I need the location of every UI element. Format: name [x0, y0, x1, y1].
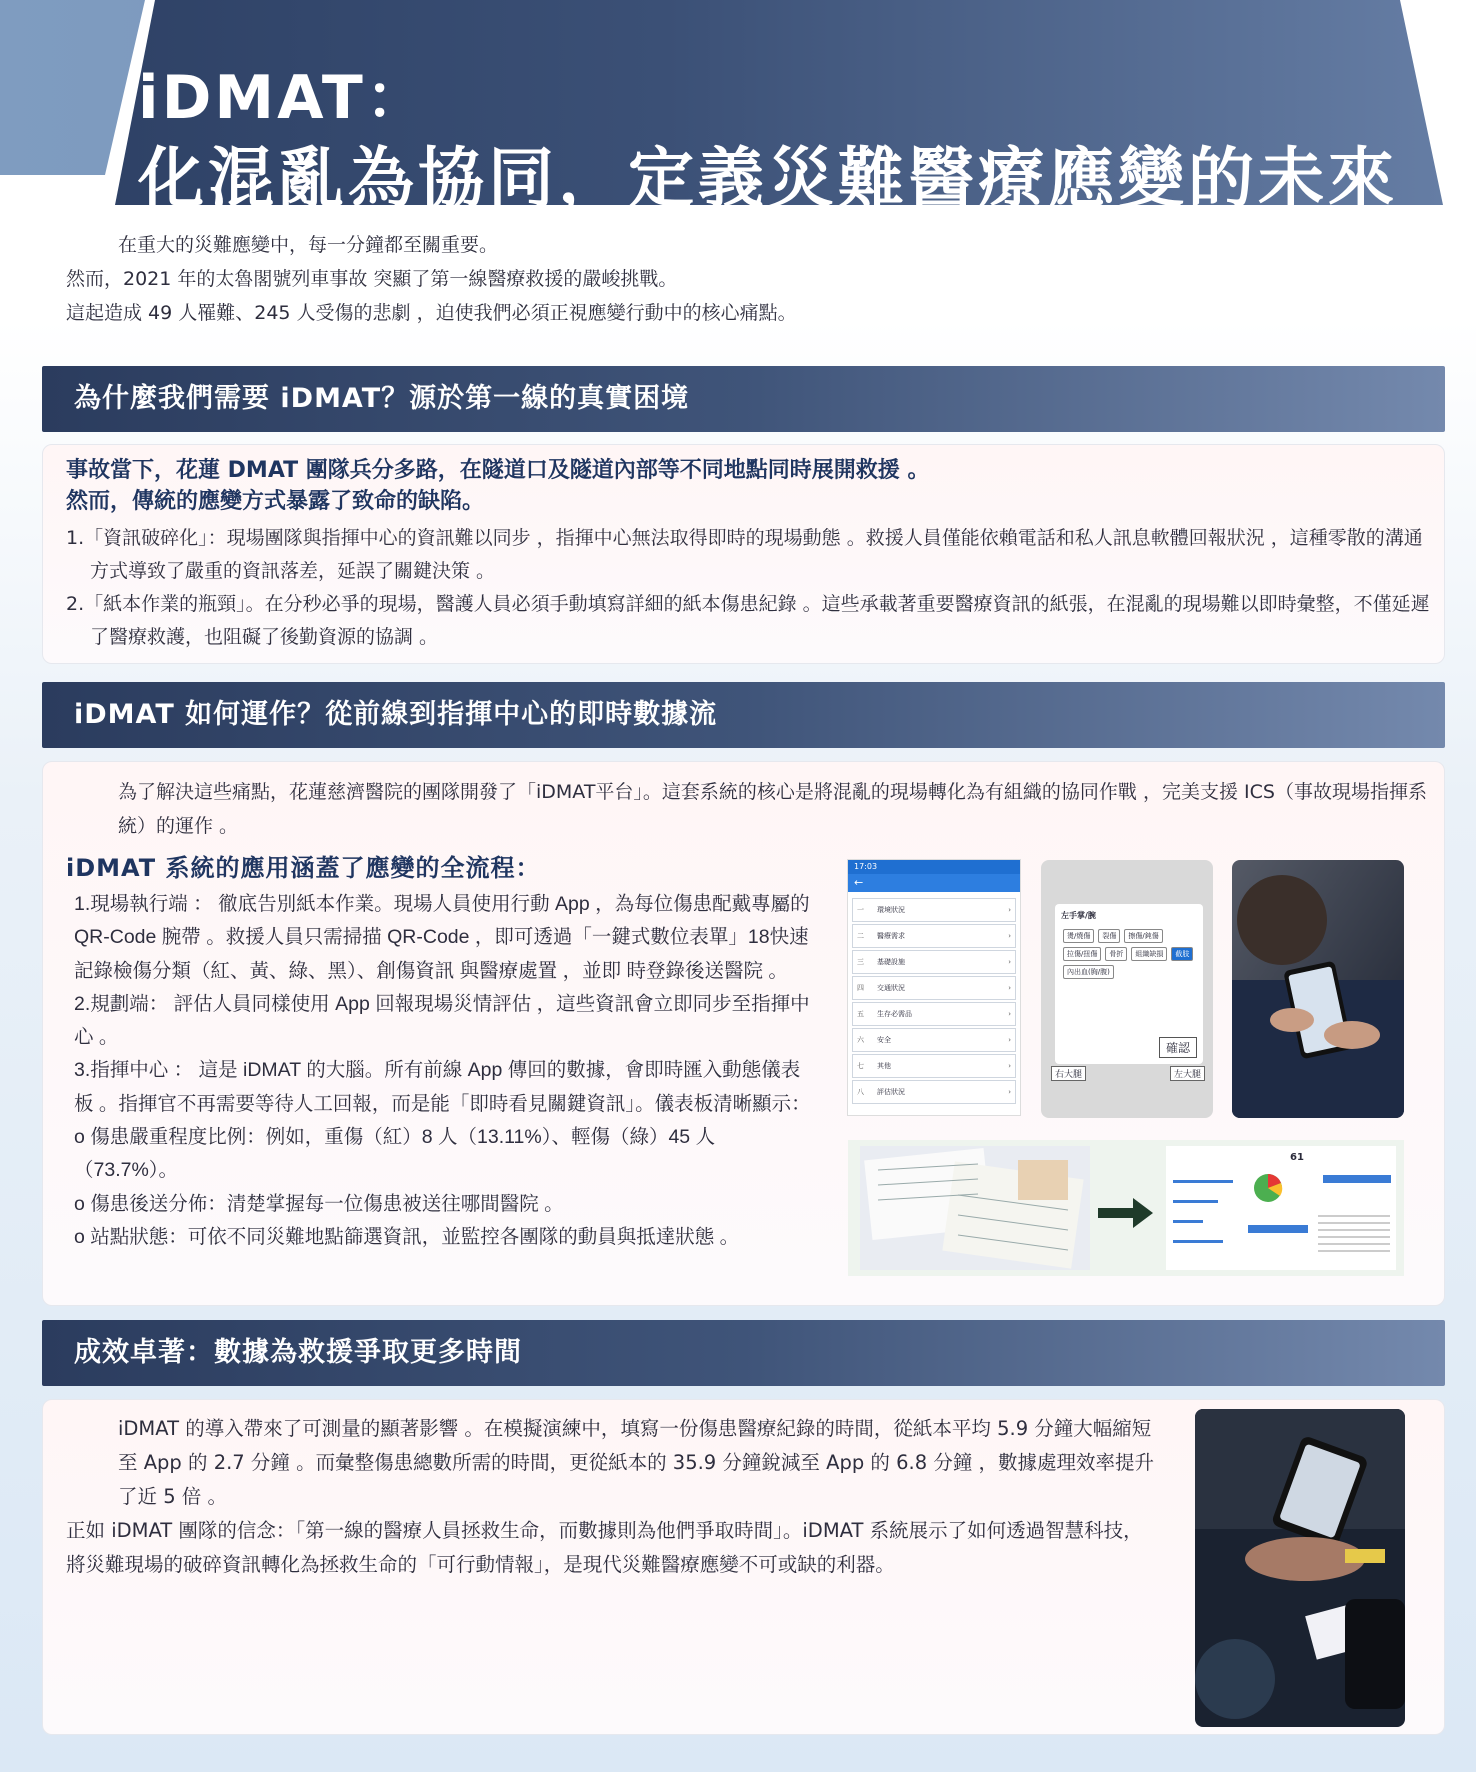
injury-option[interactable]: 裂傷 — [1098, 929, 1120, 943]
list-item: 3.指揮中心 ： 這是 iDMAT 的大腦。所有前線 App 傳回的數據，會即時匯入動態儀表板 。指揮官不再需要等待人工回報，而是能「即時看見關鍵資訊」。儀表板清晰顯示： — [74, 1059, 811, 1115]
dialog-title: 左手掌/腕 — [1061, 911, 1096, 920]
intro-text — [66, 228, 1396, 330]
app-menu-item[interactable] — [852, 1002, 1016, 1026]
photo-wristband-scan — [1195, 1409, 1405, 1727]
menu-item-number: 三 — [857, 958, 864, 966]
section-heading-results: 成效卓著：數據為救援爭取更多時間 — [42, 1320, 1445, 1386]
pain-points-list — [66, 522, 1436, 654]
headline-line: 然而，傳統的應變方式暴露了致命的缺陷。 — [66, 489, 485, 514]
back-arrow-icon[interactable]: ← — [854, 876, 864, 889]
menu-item-number: 六 — [857, 1036, 864, 1044]
list-item: 1.現場執行端 ： 徹底告別紙本作業。現場人員使用行動 App ，為每位傷患配戴專屬的 QR-Code 腕帶 。救援人員只需掃描 QR-Code ，即可透過「一鍵式數位表單」18快速記錄檢傷分類（紅、黃、綠、黑）、創傷資訊 與醫療處置 ，並即 時登錄後送醫院 。 — [74, 893, 810, 982]
menu-item-number: 五 — [857, 1010, 864, 1018]
injury-option[interactable]: 燙/燒傷 — [1063, 929, 1094, 943]
list-item: o 站點狀態：可依不同災難地點篩選資訊，並監控各團隊的動員與抵達狀態 。 — [74, 1225, 740, 1248]
headline-line: 事故當下，花蓮 DMAT 團隊兵分多路，在隧道口及隧道內部等不同地點同時展開救援 。 — [66, 458, 930, 483]
menu-item-label: 評估狀況 — [877, 1088, 905, 1096]
menu-item-label: 生存必需品 — [877, 1010, 912, 1018]
app-menu-item[interactable] — [852, 1028, 1016, 1052]
confirm-button[interactable]: 確認 — [1159, 1037, 1197, 1058]
menu-item-label: 安全 — [877, 1036, 891, 1044]
injury-options — [1061, 927, 1197, 981]
status-bar: 17:03 — [848, 860, 1020, 874]
intro-line: 然而，2021 年的太魯閣號列車事故 突顯了第一線醫療救援的嚴峻挑戰。 — [66, 268, 678, 290]
app-toolbar — [848, 874, 1020, 892]
paper-vs-dashboard-graphic — [848, 1140, 1404, 1276]
workflow-list — [74, 888, 814, 1254]
app-menu-item[interactable] — [852, 1080, 1016, 1104]
section1-headline — [66, 455, 929, 517]
intro-line: 這起造成 49 人罹難、245 人受傷的悲劇 ，迫使我們必須正視應變行動中的核心痛點。 — [66, 302, 797, 324]
list-item: 2.規劃端： 評估人員同樣使用 App 回報現場災情評估 ，這些資訊會立即同步至指揮中心 。 — [74, 992, 810, 1049]
menu-item-number: 二 — [857, 932, 864, 940]
body-chart-screenshot — [1041, 860, 1213, 1118]
chevron-right-icon: › — [1008, 906, 1011, 914]
menu-item-number: 四 — [857, 984, 864, 992]
section-heading-why: 為什麼我們需要 iDMAT？源於第一線的真實困境 — [42, 366, 1445, 432]
section2-intro: 為了解決這些痛點，花蓮慈濟醫院的團隊開發了「iDMAT平台」。這套系統的核心是將混亂的現場轉化為有組織的協同作戰 ，完美支援 ICS（事故現場指揮系統）的運作 。 — [118, 781, 1427, 837]
menu-item-number: 一 — [857, 906, 864, 914]
section2-subtitle: iDMAT 系統的應用涵蓋了應變的全流程： — [66, 854, 541, 882]
injury-option[interactable]: 組織缺損 — [1131, 947, 1167, 961]
chevron-right-icon: › — [1008, 1088, 1011, 1096]
app-menu-item[interactable] — [852, 950, 1016, 974]
app-screenshot — [848, 860, 1020, 1115]
list-item: o 傷患後送分佈：清楚掌握每一位傷患被送往哪間醫院 。 — [74, 1192, 564, 1215]
page-title: iDMAT： — [138, 63, 429, 133]
list-item: o 傷患嚴重程度比例：例如，重傷（紅）8 人（13.11%）、輕傷（綠）45 人（73.7%）。 — [74, 1126, 716, 1182]
app-menu-item[interactable] — [852, 924, 1016, 948]
list-item: 2.「紙本作業的瓶頸」。在分秒必爭的現場，醫護人員必須手動填寫詳細的紙本傷患紀錄 。這些承載著重要醫療資訊的紙張，在混亂的現場難以即時彙整，不僅延遲了醫療救護，也阻礙了後勤資源的協調 。 — [66, 593, 1430, 648]
chevron-right-icon: › — [1008, 1036, 1011, 1044]
paper-to-dashboard-figure — [848, 1140, 1404, 1276]
app-menu-item[interactable] — [852, 976, 1016, 1000]
list-item: 1.「資訊破碎化」：現場團隊與指揮中心的資訊難以同步 ，指揮中心無法取得即時的現場動態 。救援人員僅能依賴電話和私人訊息軟體回報狀況 ，這種零散的溝通方式導致了嚴重的資訊落差，延誤了關鍵決策 。 — [66, 527, 1423, 582]
results-text — [66, 1412, 1156, 1582]
menu-item-number: 七 — [857, 1062, 864, 1070]
photo-phone-graphic — [1232, 860, 1404, 1118]
injury-option[interactable]: 內出血(胸/腹) — [1063, 965, 1114, 979]
app-menu — [848, 892, 1020, 1110]
section-heading-how: iDMAT 如何運作？從前線到指揮中心的即時數據流 — [42, 682, 1445, 748]
intro-line: 在重大的災難應變中，每一分鐘都至關重要。 — [118, 234, 499, 256]
chevron-right-icon: › — [1008, 1062, 1011, 1070]
menu-item-number: 八 — [857, 1088, 864, 1096]
app-menu-item[interactable] — [852, 898, 1016, 922]
page-subtitle: 化混亂為協同，定義災難醫療應變的未來 — [138, 140, 1398, 217]
right-thigh-label: 右大腿 — [1051, 1066, 1086, 1081]
chevron-right-icon: › — [1008, 932, 1011, 940]
menu-item-label: 基礎設施 — [877, 958, 905, 966]
menu-item-label: 環境狀況 — [877, 906, 905, 914]
injury-option[interactable]: 截肢 — [1171, 947, 1193, 961]
menu-item-label: 其他 — [877, 1062, 891, 1070]
photo-wristband-graphic — [1195, 1409, 1405, 1727]
menu-item-label: 醫療需求 — [877, 932, 905, 940]
injury-option[interactable]: 骨折 — [1105, 947, 1127, 961]
results-paragraph: 正如 iDMAT 團隊的信念：「第一線的醫療人員拯救生命，而數據則為他們爭取時間」。iDMAT 系統展示了如何透過智慧科技，將災難現場的破碎資訊轉化為拯救生命的「可行動情報」，是現代災難醫療應變不可或缺的利器。 — [66, 1519, 1143, 1576]
chevron-right-icon: › — [1008, 1010, 1011, 1018]
chevron-right-icon: › — [1008, 984, 1011, 992]
menu-item-label: 交通狀況 — [877, 984, 905, 992]
injury-option[interactable]: 拉傷/扭傷 — [1063, 947, 1101, 961]
injury-dialog — [1055, 904, 1203, 1064]
chevron-right-icon: › — [1008, 958, 1011, 966]
dashboard-count: 61 — [1290, 1152, 1304, 1163]
left-thigh-label: 左大腿 — [1170, 1066, 1205, 1081]
app-menu-item[interactable] — [852, 1054, 1016, 1078]
photo-phone-in-hands — [1232, 860, 1404, 1118]
injury-option[interactable]: 擦傷/鈍傷 — [1124, 929, 1162, 943]
results-paragraph: iDMAT 的導入帶來了可測量的顯著影響 。在模擬演練中，填寫一份傷患醫療紀錄的時間，從紙本平均 5.9 分鐘大幅縮短至 App 的 2.7 分鐘 。而彙整傷患總數所需的時間，更從紙本的 35.9 分鐘銳減至 App 的 6.8 分鐘 ，數據處理效率提升了近 5 倍 。 — [118, 1417, 1155, 1508]
